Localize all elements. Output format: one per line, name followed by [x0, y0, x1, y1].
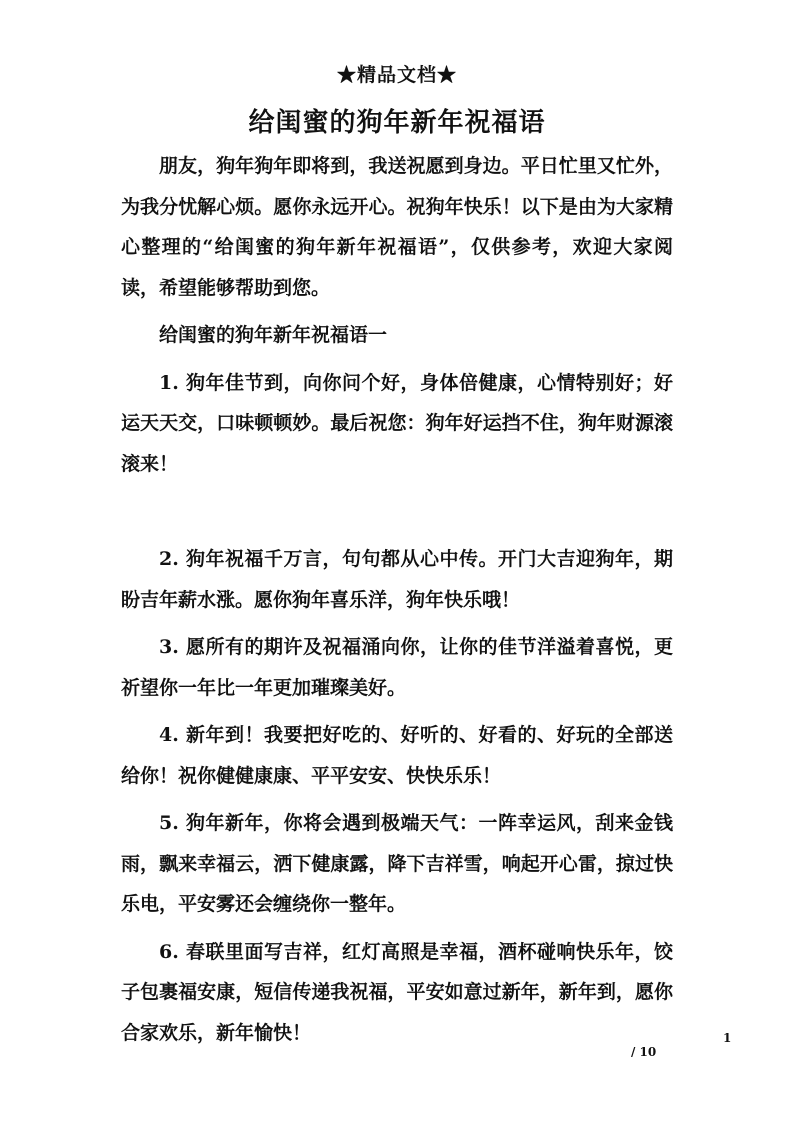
page-total: / 10 — [631, 1045, 657, 1059]
page-number: 1 — [723, 1031, 732, 1045]
greeting-item-5: 5. 狗年新年，你将会遇到极端天气：一阵幸运风，刮来金钱雨，飘来幸福云，洒下健康露，降下吉祥雪，响起开心雷，掠过快乐电，平安雾还会缠绕你一整年。 — [121, 812, 673, 915]
header-label: ★精品文档★ — [336, 64, 457, 86]
greeting-item-4: 4. 新年到！我要把好吃的、好听的、好看的、好玩的全部送给你！祝你健健康康、平平安安、快快乐乐！ — [121, 724, 673, 787]
greeting-item-3: 3. 愿所有的期许及祝福涌向你，让你的佳节洋溢着喜悦，更祈望你一年比一年更加璀璨美好。 — [121, 636, 673, 699]
document-title: 给闺蜜的狗年新年祝福语 — [248, 108, 546, 138]
blank-line — [121, 491, 673, 539]
intro-paragraph: 朋友，狗年狗年即将到，我送祝愿到身边。平日忙里又忙外，为我分忧解心烦。愿你永远开心。祝狗年快乐！以下是由为大家精心整理的“给闺蜜的狗年新年祝福语”，仅供参考，欢迎大家阅读，希望能够帮助到您。 — [121, 155, 673, 299]
greeting-item-1: 1. 狗年佳节到，向你问个好，身体倍健康，心情特别好；好运天天交，口味顿顿妙。最后祝您：狗年好运挡不住，狗年财源滚滚来！ — [121, 371, 673, 475]
greeting-item-2: 2. 狗年祝福千万言，句句都从心中传。开门大吉迎狗年，期盼吉年薪水涨。愿你狗年喜乐洋，狗年快乐哦！ — [121, 548, 673, 611]
section-heading: 给闺蜜的狗年新年祝福语一 — [159, 324, 388, 346]
document-body — [121, 146, 673, 1060]
greeting-item-6: 6. 春联里面写吉祥，红灯高照是幸福，酒杯碰响快乐年，饺子包裹福安康，短信传递我祝福，平安如意过新年，新年到，愿你合家欢乐，新年愉快！ — [121, 940, 673, 1044]
